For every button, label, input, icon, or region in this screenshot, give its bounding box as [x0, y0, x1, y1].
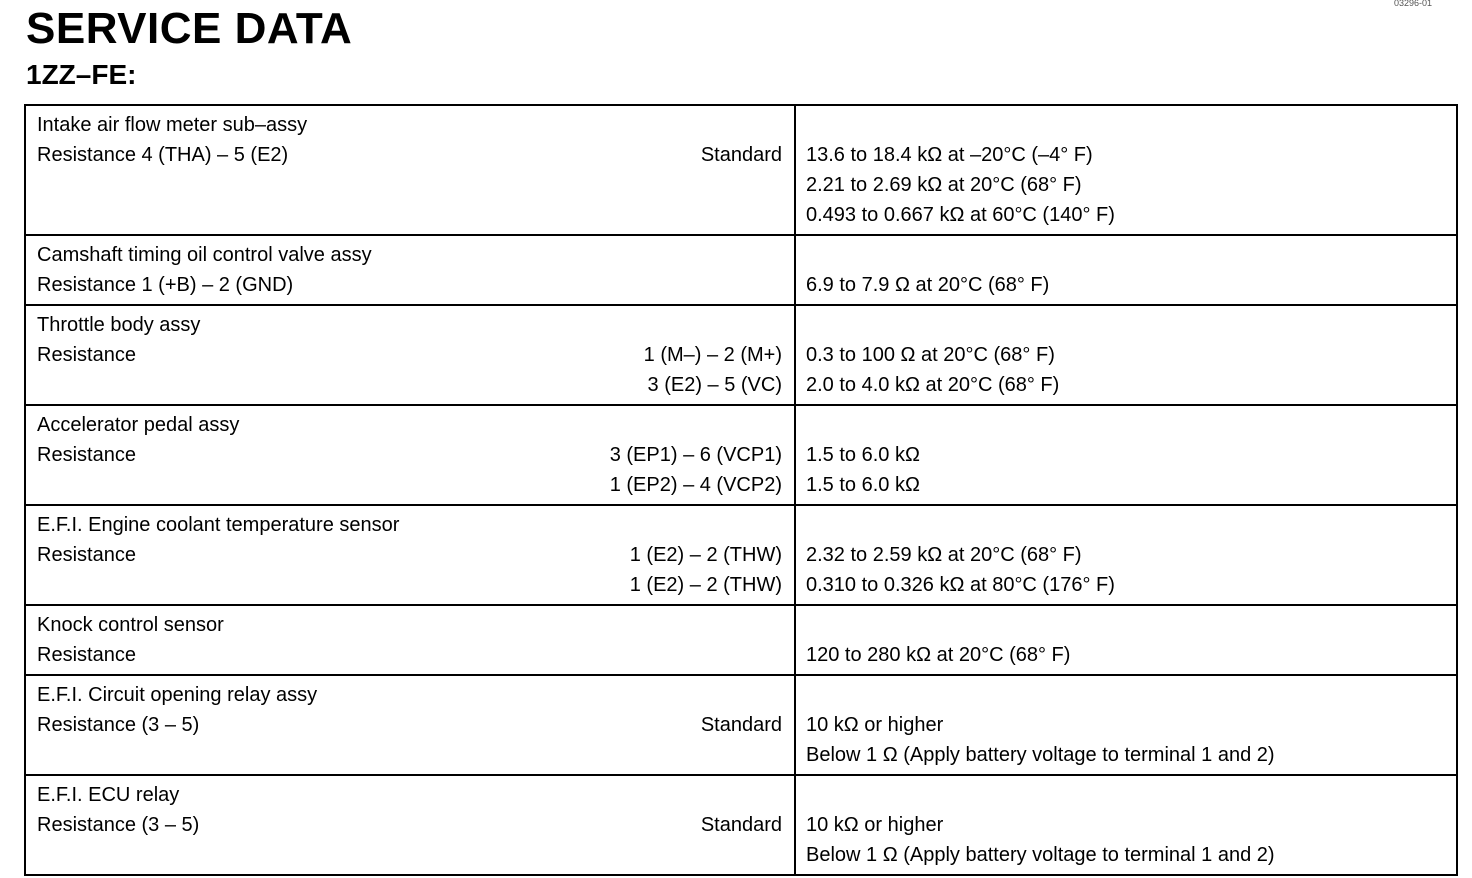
spec-condition: 1 (E2) – 2 (THW)	[629, 544, 782, 566]
spec-label: Resistance	[37, 444, 136, 466]
spec-value-text: 0.3 to 100 Ω at 20°C (68° F)	[806, 344, 1055, 366]
spec-value-text: 2.32 to 2.59 kΩ at 20°C (68° F)	[806, 544, 1082, 566]
spec-condition: 1 (EP2) – 4 (VCP2)	[609, 474, 782, 496]
spec-label: Resistance 4 (THA) – 5 (E2)	[37, 144, 289, 166]
spec-value-text: 1.5 to 6.0 kΩ	[806, 444, 920, 466]
spec-condition: Standard	[700, 144, 782, 166]
spec-section	[26, 304, 1456, 404]
page-title: SERVICE DATA	[26, 4, 353, 53]
spec-item-cell	[26, 306, 796, 404]
spec-label: Resistance 1 (+B) – 2 (GND)	[37, 274, 294, 296]
spec-row	[37, 370, 782, 400]
value-spacer	[806, 610, 1446, 640]
spec-value-text: 0.493 to 0.667 kΩ at 60°C (140° F)	[806, 204, 1115, 226]
spec-label: Resistance	[37, 344, 136, 366]
spec-section	[26, 504, 1456, 604]
spec-row	[37, 540, 782, 570]
spec-section	[26, 404, 1456, 504]
spec-item-cell	[26, 776, 796, 874]
spec-condition: 1 (M–) – 2 (M+)	[643, 344, 782, 366]
spec-row	[37, 270, 782, 300]
spec-section	[26, 674, 1456, 774]
document-code: 03296-01	[1393, 0, 1432, 8]
spec-value	[806, 440, 1446, 470]
spec-label: Resistance (3 – 5)	[37, 814, 200, 836]
spec-item-name	[37, 680, 782, 710]
spec-section	[26, 604, 1456, 674]
spec-item-cell	[26, 676, 796, 774]
spec-value-text: Below 1 Ω (Apply battery voltage to terminal 1 and 2)	[806, 844, 1275, 866]
spec-value-cell	[796, 406, 1456, 504]
spec-value	[806, 270, 1446, 300]
spec-value-text: 10 kΩ or higher	[806, 714, 944, 736]
spec-value	[806, 570, 1446, 600]
spec-item-cell	[26, 506, 796, 604]
spec-condition: Standard	[700, 714, 782, 736]
spec-value-text: 120 to 280 kΩ at 20°C (68° F)	[806, 644, 1071, 666]
value-spacer	[806, 110, 1446, 140]
spec-item-cell	[26, 106, 796, 234]
spec-row	[37, 840, 782, 870]
item-name-text: Knock control sensor	[37, 614, 224, 636]
spec-value	[806, 840, 1446, 870]
spec-row	[37, 570, 782, 600]
spec-condition: 3 (EP1) – 6 (VCP1)	[609, 444, 782, 466]
spec-item-name	[37, 310, 782, 340]
spec-value	[806, 740, 1446, 770]
spec-value	[806, 200, 1446, 230]
spec-value	[806, 640, 1446, 670]
spec-value-text: 0.310 to 0.326 kΩ at 80°C (176° F)	[806, 574, 1115, 596]
spec-item-name	[37, 410, 782, 440]
spec-value	[806, 540, 1446, 570]
spec-value	[806, 710, 1446, 740]
spec-section	[26, 234, 1456, 304]
spec-row	[37, 200, 782, 230]
value-spacer	[806, 510, 1446, 540]
spec-label: Resistance	[37, 644, 136, 666]
value-spacer	[806, 780, 1446, 810]
spec-section	[26, 774, 1456, 874]
spec-item-name	[37, 610, 782, 640]
spec-item-cell	[26, 406, 796, 504]
spec-label: Resistance (3 – 5)	[37, 714, 200, 736]
spec-condition: 1 (E2) – 2 (THW)	[629, 574, 782, 596]
value-spacer	[806, 310, 1446, 340]
item-name-text: Throttle body assy	[37, 314, 201, 336]
value-spacer	[806, 680, 1446, 710]
spec-condition: 3 (E2) – 5 (VC)	[647, 374, 782, 396]
spec-row	[37, 440, 782, 470]
spec-value-cell	[796, 106, 1456, 234]
spec-value	[806, 340, 1446, 370]
item-name-text: E.F.I. ECU relay	[37, 784, 180, 806]
spec-value-text: 2.21 to 2.69 kΩ at 20°C (68° F)	[806, 174, 1082, 196]
spec-value-text: 1.5 to 6.0 kΩ	[806, 474, 920, 496]
spec-row	[37, 810, 782, 840]
spec-value	[806, 170, 1446, 200]
item-name-text: E.F.I. Engine coolant temperature sensor	[37, 514, 400, 536]
spec-row	[37, 640, 782, 670]
spec-item-cell	[26, 236, 796, 304]
spec-value-text: 2.0 to 4.0 kΩ at 20°C (68° F)	[806, 374, 1060, 396]
spec-value	[806, 140, 1446, 170]
spec-item-name	[37, 780, 782, 810]
spec-value-text: 13.6 to 18.4 kΩ at –20°C (–4° F)	[806, 144, 1093, 166]
value-spacer	[806, 410, 1446, 440]
spec-value-cell	[796, 506, 1456, 604]
spec-item-cell	[26, 606, 796, 674]
service-data-table	[24, 104, 1458, 876]
spec-value-cell	[796, 676, 1456, 774]
spec-value	[806, 370, 1446, 400]
spec-item-name	[37, 240, 782, 270]
spec-value-cell	[796, 776, 1456, 874]
spec-value-cell	[796, 606, 1456, 674]
item-name-text: Camshaft timing oil control valve assy	[37, 244, 372, 266]
spec-value-text: 10 kΩ or higher	[806, 814, 944, 836]
spec-row	[37, 170, 782, 200]
spec-row	[37, 740, 782, 770]
item-name-text: Intake air flow meter sub–assy	[37, 114, 308, 136]
spec-section	[26, 106, 1456, 234]
spec-value	[806, 470, 1446, 500]
spec-item-name	[37, 510, 782, 540]
spec-row	[37, 710, 782, 740]
item-name-text: Accelerator pedal assy	[37, 414, 240, 436]
spec-row	[37, 340, 782, 370]
spec-value-cell	[796, 236, 1456, 304]
spec-value-cell	[796, 306, 1456, 404]
spec-condition: Standard	[700, 814, 782, 836]
spec-item-name	[37, 110, 782, 140]
spec-value-text: 6.9 to 7.9 Ω at 20°C (68° F)	[806, 274, 1050, 296]
spec-label: Resistance	[37, 544, 136, 566]
spec-row	[37, 470, 782, 500]
spec-value	[806, 810, 1446, 840]
spec-value-text: Below 1 Ω (Apply battery voltage to terminal 1 and 2)	[806, 744, 1275, 766]
spec-row	[37, 140, 782, 170]
item-name-text: E.F.I. Circuit opening relay assy	[37, 684, 318, 706]
engine-subtitle: 1ZZ–FE:	[26, 59, 137, 90]
value-spacer	[806, 240, 1446, 270]
